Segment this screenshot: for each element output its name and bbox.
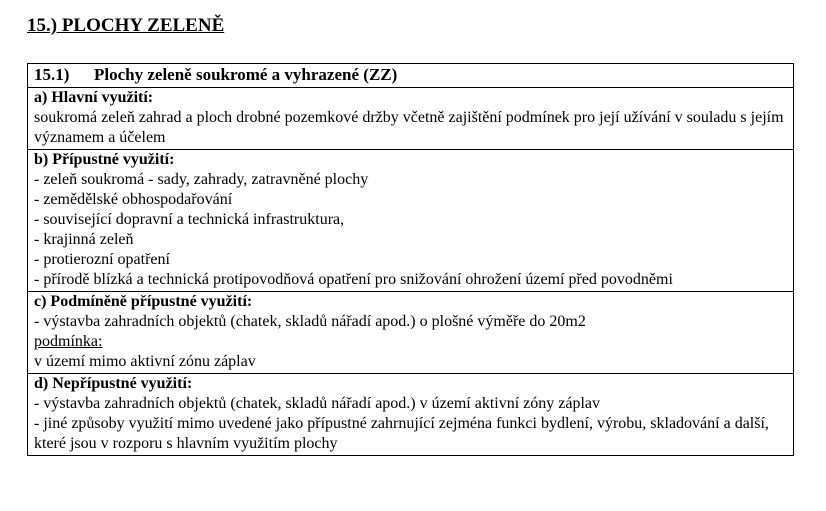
- main-use-text: soukromá zeleň zahrad a ploch drobné pozemkové držby včetně zajištění podmínek pro její užívání v souladu s jejím významem a účelem: [34, 109, 784, 146]
- list-item: - zeleň soukromá - sady, zahrady, zatravněné plochy: [34, 171, 369, 188]
- section-heading: 15.) PLOCHY ZELENĚ: [27, 15, 225, 36]
- list-item: - výstavba zahradních objektů (chatek, skladů nářadí apod.) v území aktivní zóny záplav: [34, 395, 601, 412]
- prohibited-use-section: [28, 373, 793, 455]
- table-number: 15.1): [34, 65, 70, 84]
- list-item: - jiné způsoby využití mimo uvedené jako přípustné zahrnující zejména funkci bydlení, výrobu, skladování a další, které jsou v rozporu s hlavním využitím plochy: [34, 415, 769, 452]
- table-title-row: [28, 64, 793, 87]
- list-item: - související dopravní a technická infrastruktura,: [34, 211, 345, 228]
- list-item: - krajinná zeleň: [34, 231, 134, 248]
- table-title: Plochy zeleně soukromé a vyhrazené (ZZ): [94, 65, 398, 84]
- permitted-use-section: [28, 149, 793, 291]
- list-item: - protierozní opatření: [34, 251, 170, 268]
- main-use-label: a) Hlavní využití:: [34, 89, 154, 106]
- list-item: - zemědělské obhospodařování: [34, 191, 233, 208]
- list-item: - přírodě blízká a technická protipovodňová opatření pro snižování ohrožení území před povodněmi: [34, 271, 673, 288]
- permitted-use-label: b) Přípustné využití:: [34, 151, 175, 168]
- conditional-use-label: c) Podmíněně přípustné využití:: [34, 293, 253, 310]
- conditional-use-section: [28, 291, 793, 373]
- regulation-table: [27, 63, 794, 456]
- condition-text: v území mimo aktivní zónu záplav: [34, 353, 256, 370]
- prohibited-use-label: d) Nepřípustné využití:: [34, 375, 193, 392]
- list-item: - výstavba zahradních objektů (chatek, skladů nářadí apod.) o plošné výměře do 20m2: [34, 313, 586, 330]
- main-use-section: [28, 87, 793, 149]
- condition-label: podmínka:: [34, 333, 103, 350]
